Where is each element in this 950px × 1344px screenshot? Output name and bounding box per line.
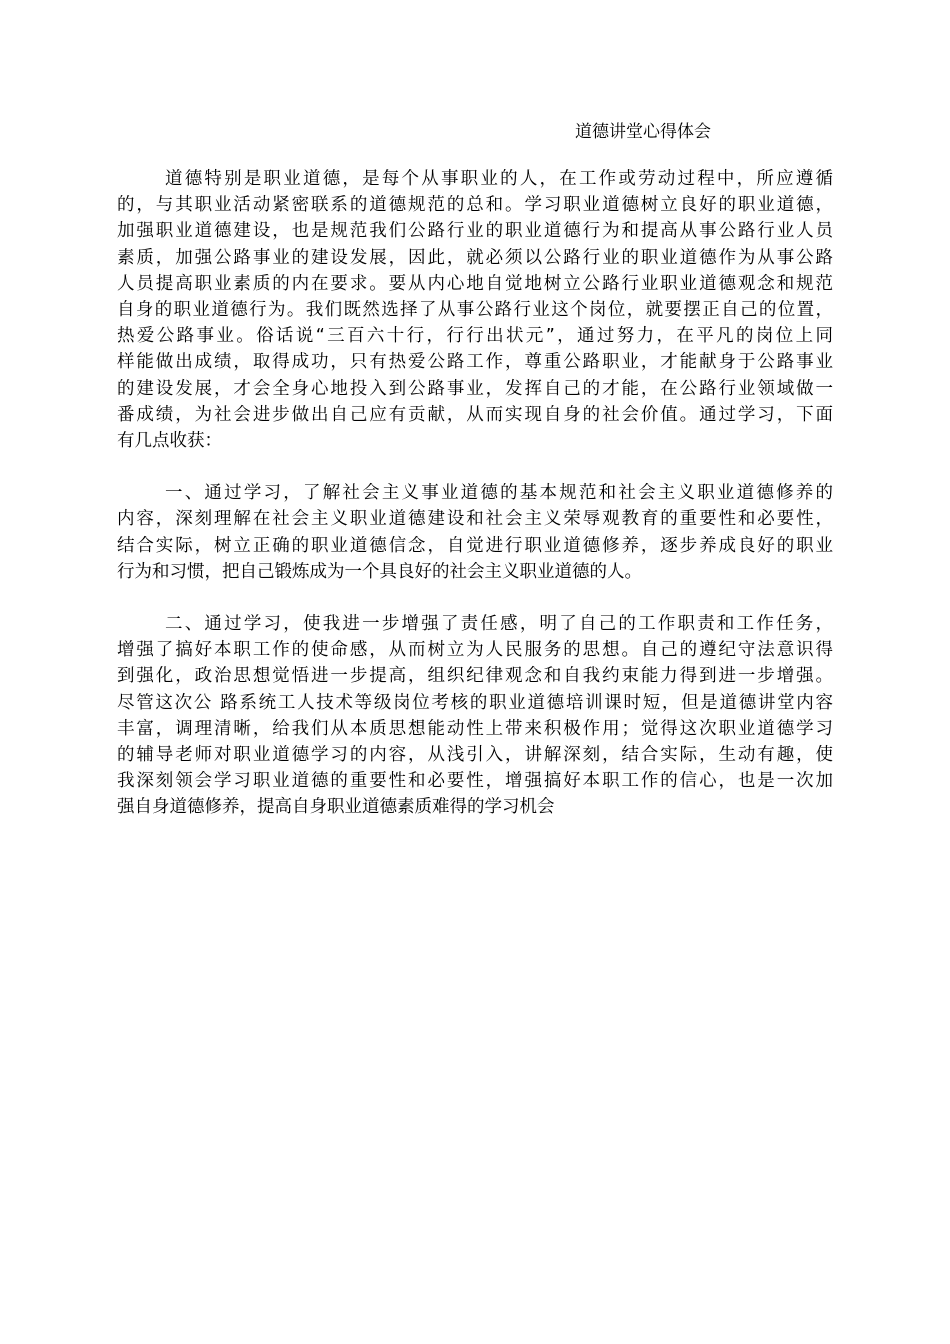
text-line: 增强了搞好本职工作的使命感，从而树立为人民服务的思想。自己的遵纪守法意识得 [117, 640, 833, 661]
text-line: 有几点收获： [117, 431, 222, 452]
paragraph-point-two [117, 611, 833, 821]
document-title: 道德讲堂心得体会 [575, 122, 711, 142]
text-line: 我深刻领会学习职业道德的重要性和必要性，增强搞好本职工作的信心，也是一次加 [117, 771, 833, 792]
paragraph-intro [117, 166, 833, 454]
text-line: 内容，深刻理解在社会主义职业道德建设和社会主义荣辱观教育的重要性和必要性， [117, 509, 833, 530]
text-line: 热爱公路事业。俗话说“三百六十行，行行出状元”，通过努力，在平凡的岗位上同 [117, 326, 833, 347]
text-line: 结合实际，树立正确的职业道德信念，自觉进行职业道德修养，逐步养成良好的职业 [117, 535, 833, 556]
text-line: 一、通过学习，了解社会主义事业道德的基本规范和社会主义职业道德修养的 [165, 483, 833, 504]
text-line: 丰富，调理清晰，给我们从本质思想能动性上带来积极作用；觉得这次职业道德学习 [117, 718, 833, 739]
text-line: 加强职业道德建设，也是规范我们公路行业的职业道德行为和提高从事公路行业人员 [117, 221, 833, 242]
text-line: 素质，加强公路事业的建设发展，因此，就必须以公路行业的职业道德作为从事公路 [117, 247, 833, 268]
text-line: 番成绩，为社会进步做出自己应有贡献，从而实现自身的社会价值。通过学习，下面 [117, 404, 833, 425]
text-line: 二、通过学习，使我进一步增强了责任感，明了自己的工作职责和工作任务， [165, 614, 833, 635]
text-line: 强自身道德修养，提高自身职业道德素质难得的学习机会 [117, 797, 555, 818]
text-line: 的建设发展，才会全身心地投入到公路事业，发挥自己的才能，在公路行业领域做一 [117, 378, 833, 399]
text-line: 的辅导老师对职业道德学习的内容，从浅引入，讲解深刻，结合实际，生动有趣，使 [117, 745, 833, 766]
text-line: 到强化，政治思想觉悟进一步提高，组织纪律观念和自我约束能力得到进一步增强。 [117, 666, 833, 687]
text-line: 尽管这次公 路系统工人技术等级岗位考核的职业道德培训课时短，但是道德讲堂内容 [117, 692, 833, 713]
text-line: 道德特别是职业道德，是每个从事职业的人，在工作或劳动过程中，所应遵循 [165, 169, 833, 189]
text-line: 人员提高职业素质的内在要求。要从内心地自觉地树立公路行业职业道德观念和规范 [117, 273, 833, 294]
text-line: 样能做出成绩，取得成功，只有热爱公路工作，尊重公路职业，才能献身于公路事业 [117, 352, 833, 373]
document-body [117, 166, 833, 847]
paragraph-point-one [117, 480, 833, 585]
text-line: 行为和习惯，把自己锻炼成为一个具良好的社会主义职业道德的人。 [117, 561, 642, 582]
text-line: 自身的职业道德行为。我们既然选择了从事公路行业这个岗位，就要摆正自己的位置， [117, 300, 833, 321]
text-line: 的，与其职业活动紧密联系的道德规范的总和。学习职业道德树立良好的职业道德， [117, 195, 833, 216]
